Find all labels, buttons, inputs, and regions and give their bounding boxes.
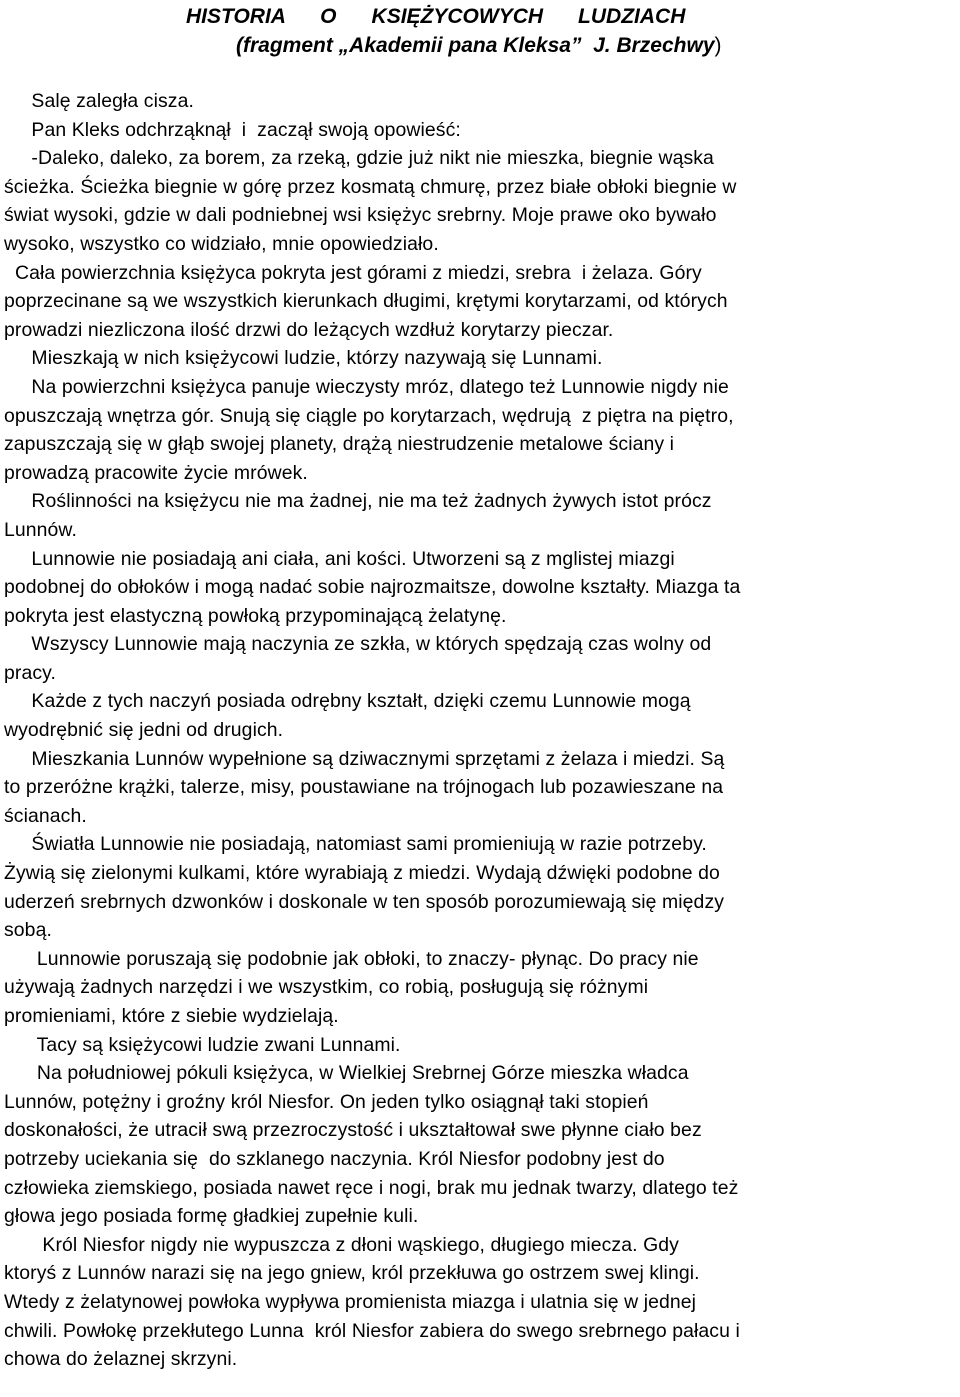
text-line: Na powierzchni księżyca panuje wieczysty mróz, dlatego też Lunnowie nigdy nie	[4, 375, 729, 398]
text-line: pokryta jest elastyczną powłoką przypominającą żelatynę.	[4, 604, 507, 627]
text-line: ktoryś z Lunnów narazi się na jego gniew, król przekłuwa go ostrzem swej klingi.	[4, 1262, 700, 1285]
text-line: człowieka ziemskiego, posiada nawet ręce i nogi, brak mu jednak twarzy, dlatego też	[4, 1176, 739, 1199]
text-line: głowa jego posiada formę gładkiej zupełnie kuli.	[4, 1205, 419, 1228]
text-line: Lunnów.	[4, 518, 77, 541]
text-line: sobą.	[4, 919, 52, 942]
text-line: zapuszczają się w głąb swojej planety, drążą niestrudzenie metalowe ściany i	[4, 433, 675, 456]
text-line: potrzeby uciekania się do szklanego naczynia. Król Niesfor podobny jest do	[4, 1147, 665, 1170]
document-title: HISTORIA O KSIĘŻYCOWYCH LUDZIACH	[186, 5, 686, 28]
text-line: prowadzą pracowite życie mrówek.	[4, 461, 308, 484]
text-line: Pan Kleks odchrząknął i zaczął swoją opowieść:	[4, 118, 461, 141]
text-line: ścieżka. Ścieżka biegnie w górę przez kosmatą chmurę, przez białe obłoki biegnie w	[4, 175, 737, 198]
text-line: poprzecinane są we wszystkich kierunkach długimi, krętymi korytarzami, od których	[4, 290, 728, 313]
text-line: wyodrębnić się jedni od drugich.	[4, 719, 284, 742]
story-text	[4, 87, 956, 1374]
text-line: pracy.	[4, 661, 56, 684]
text-line: Mieszkają w nich księżycowi ludzie, którzy nazywają się Lunnami.	[4, 347, 603, 370]
text-line: to przeróżne krążki, talerze, misy, poustawiane na trójnogach lub pozawieszane na	[4, 776, 724, 799]
text-line: ścianach.	[4, 804, 87, 827]
text-line: Każde z tych naczyń posiada odrębny kształt, dzięki czemu Lunnowie mogą	[4, 690, 691, 713]
text-line: promieniami, które z siebie wydzielają.	[4, 1005, 339, 1027]
text-line: chowa do żelaznej skrzyni.	[4, 1348, 238, 1371]
text-line: Światła Lunnowie nie posiadają, natomiast sami promieniują w razie potrzeby.	[4, 833, 707, 856]
text-line: doskonałości, że utracił swą przezroczystość i ukształtował swe płynne ciało bez	[4, 1119, 702, 1142]
text-line: podobnej do obłoków i mogą nadać sobie najrozmaitsze, dowolne kształty. Miazga ta	[4, 576, 741, 599]
text-line: Tacy są księżycowi ludzie zwani Lunnami.	[4, 1033, 401, 1056]
subtitle-text: (fragment „Akademii pana Kleksa” J. Brzechwy	[236, 34, 715, 57]
text-line: Mieszkania Lunnów wypełnione są dziwacznymi sprzętami z żelaza i miedzi. Są	[4, 747, 725, 770]
text-line: chwili. Powłokę przekłutego Lunna król Niesfor zabiera do swego srebrnego pałacu i	[4, 1319, 740, 1342]
subtitle-closing-paren: )	[714, 34, 722, 57]
text-line: uderzeń srebrnych dzwonków i doskonale w ten sposób porozumiewają się między	[4, 890, 725, 913]
text-line: Wtedy z żelatynowej powłoka wypływa promienista miazga i ulatnia się w jednej	[4, 1290, 697, 1313]
text-line: używają żadnych narzędzi i we wszystkim, co robią, posługują się różnymi	[4, 976, 649, 999]
text-line: Żywią się zielonymi kulkami, które wyrabiają z miedzi. Wydają dźwięki podobne do	[4, 862, 720, 885]
text-line: świat wysoki, gdzie w dali podniebnej wsi księżyc srebrny. Moje prawe oko bywało	[4, 204, 717, 227]
text-line: Salę zaległa cisza.	[4, 90, 194, 112]
text-line: -Daleko, daleko, za borem, za rzeką, gdzie już nikt nie mieszka, biegnie wąska	[4, 147, 714, 170]
text-line: Lunnów, potężny i groźny król Niesfor. On jeden tylko osiągnął taki stopień	[4, 1090, 649, 1113]
text-line: Lunnowie poruszają się podobnie jak obłoki, to znaczy- płynąc. Do pracy nie	[4, 947, 699, 970]
text-line: wysoko, wszystko co widziało, mnie opowiedziało.	[4, 232, 439, 255]
text-line: opuszczają wnętrza gór. Snują się ciągle po korytarzach, wędrują z piętra na piętro,	[4, 404, 734, 427]
text-line: prowadzi niezliczona ilość drzwi do leżących wzdłuż korytarzy pieczar.	[4, 318, 614, 341]
text-line: Wszyscy Lunnowie mają naczynia ze szkła, w których spędzają czas wolny od	[4, 633, 712, 656]
text-line: Król Niesfor nigdy nie wypuszcza z dłoni wąskiego, długiego miecza. Gdy	[4, 1233, 679, 1256]
document-subtitle	[236, 31, 722, 60]
text-line: Lunnowie nie posiadają ani ciała, ani kości. Utworzeni są z mglistej miazgi	[4, 547, 675, 570]
text-line: Na południowej pókuli księżyca, w Wielkiej Srebrnej Górze mieszka władca	[4, 1062, 689, 1085]
text-line: Cała powierzchnia księżyca pokryta jest górami z miedzi, srebra i żelaza. Góry	[4, 261, 702, 284]
text-line: Roślinności na księżycu nie ma żadnej, nie ma też żadnych żywych istot prócz	[4, 490, 712, 513]
